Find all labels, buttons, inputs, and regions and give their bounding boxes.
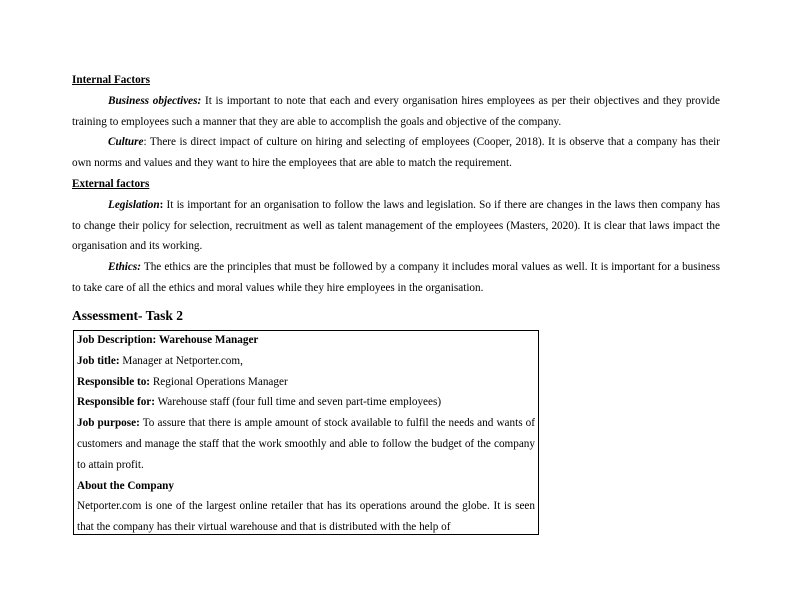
about-company-text: Netporter.com is one of the largest online retailer that has its operations around the globe. It is seen that the company has their virtual warehouse and that is distributed with the help of <box>77 500 535 534</box>
legislation-colon: : <box>159 198 164 211</box>
job-purpose-row <box>77 413 535 475</box>
job-purpose-value: To assure that there is ample amount of stock available to fulfil the needs and wants of customers and manage the staff that the work smoothly and able to follow the budget of the company to attain profit. <box>77 417 535 471</box>
assessment-title: Assessment- Task 2 <box>72 307 184 323</box>
document-page <box>72 70 720 331</box>
business-objectives-paragraph <box>72 91 720 133</box>
job-description-heading-text: Job Description: Warehouse Manager <box>77 334 259 346</box>
responsible-to-row <box>77 372 535 393</box>
job-title-label: Job title: <box>77 354 120 367</box>
responsible-for-value: Warehouse staff (four full time and seven part-time employees) <box>155 396 442 409</box>
culture-paragraph <box>72 132 720 174</box>
responsible-for-label: Responsible for: <box>77 396 156 409</box>
business-objectives-text: It is important to note that each and every organisation hires employees as per their objectives and they provide training to employees such a manner that they are able to accomplish the goals and objective of the company. <box>72 94 720 128</box>
job-purpose-label: Job purpose: <box>77 417 140 430</box>
legislation-text: It is important for an organisation to follow the laws and legislation. So if there are changes in the laws then company has to change their policy for selection, recruitment as well as talent management of the employees (Masters, 2020). It is clear that laws impact the organisation and its working. <box>72 198 720 253</box>
ethics-label: Ethics: <box>108 261 141 274</box>
legislation-paragraph <box>72 195 720 257</box>
job-title-value: Manager at Netporter.com, <box>119 354 243 367</box>
responsible-to-label: Responsible to: <box>77 375 151 388</box>
about-company-heading-text: About the Company <box>77 479 174 492</box>
internal-factors-heading: Internal Factors <box>72 74 150 86</box>
ethics-text: The ethics are the principles that must be followed by a company it includes moral values as well. It is important for a business to take care of all the ethics and moral values while they hire employees in the organisation. <box>72 261 720 294</box>
job-title-row <box>77 351 535 372</box>
culture-label: Culture <box>108 136 144 149</box>
business-objectives-label: Business objectives: <box>108 94 202 107</box>
about-company-heading <box>77 476 535 497</box>
culture-text: : There is direct impact of culture on hiring and selecting of employees (Cooper, 2018). It is observe that a company has their own norms and values and they want to hire the employees that are able to match the requirement. <box>72 136 720 170</box>
job-description-box <box>73 330 539 535</box>
external-factors-heading: External factors <box>72 177 150 190</box>
responsible-for-row <box>77 392 535 413</box>
responsible-to-value: Regional Operations Manager <box>150 375 288 388</box>
legislation-label: Legislation <box>108 198 160 211</box>
job-description-heading <box>77 330 535 351</box>
ethics-paragraph <box>72 257 720 299</box>
